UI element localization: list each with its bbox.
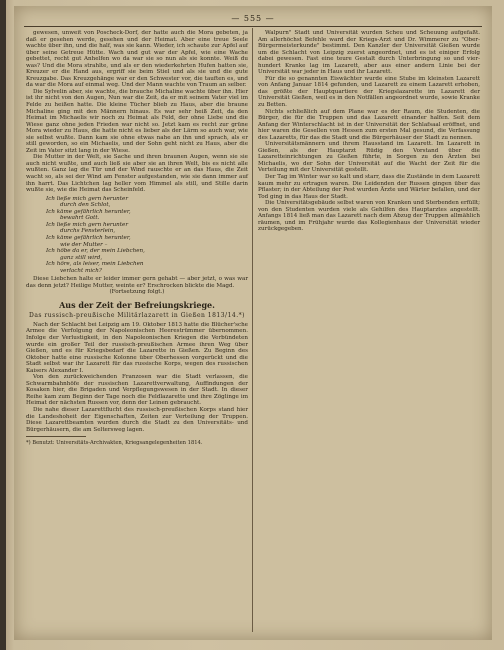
right-column bbox=[258, 30, 480, 233]
poem-line: verlacht mich? bbox=[60, 267, 102, 274]
poem-line: Ich käme gefährlich herunter, bbox=[46, 234, 131, 241]
newspaper-page bbox=[14, 6, 492, 640]
poem-line: Ich höre, als leiser, mein Liebchen bbox=[46, 261, 144, 268]
story-paragraph: Diese Liebchen halte er leider immer gern gehabt — aber jetzt, o was war das denn jetzt? Heilige Mutter, weinte er? Erschrocken blickte die Magd. bbox=[26, 276, 248, 289]
continuation-note: (Fortsetzung folgt.) bbox=[109, 289, 165, 296]
header-rule bbox=[24, 26, 482, 27]
left-column bbox=[26, 30, 248, 446]
poem-line: durch den Schlot, bbox=[60, 202, 111, 209]
article-paragraph: Der Tag im Winter war so kalt und starr, dass die Zustände in dem Lazarett kaum mehr zu ertragen waren. Die Leidenden der Russen gingen über das Pflaster; in der Abteilung der Pest wurden Ärzte und Wärter befallen, und der Tod ging in das Haus der Stadt. bbox=[258, 174, 480, 200]
article-paragraph: Nichts schließlich auf dem Plane war es der Raum, die Studenten, die Bürger, die für die Truppen und das Lazarett einander halfen. Seit dem Anfang der Winterschlacht ist in der Universität der Schlafsaal eröffnet, und hier waren die Gesellen von Hessen zum ersten Mal gesund, die Verfassung des Lazaretts, für das die Stadt und die Bürgerhäuser der Stadt zu nennen. bbox=[258, 108, 480, 141]
article-subtitle: Das russisch-preußische Militärlazarett in Gießen 1813/14.*) bbox=[29, 311, 245, 319]
story-paragraph: gewesen, unweit von Poscheck-Dorf, der hatte auch die Mora gebeten, ja daß er gesehen werde, gesehen und der Heimat. Aber eine treue Seele wachte über ihn, und die half, was sie kann. Wieder, ich schaute zur Apfel auf über seine Getreue Hütte. Wach und gut war der Apfel, wie eine Wache gebettet, recht gut Anhelfen wo da war sie so nun als sie konnte. Weiß du was? Und die Mora strahlte, und als er den wiederkehrten Hufen hatten sie, Kreuzer er die Hand aus, ergriff sie beim Stiel und als sie und die gute Kreuzgabe. Das Kreuzgehänge war er den Schwester vor, die tauften es, und da war die Mora auf einmal weg. Und der Mann wachte von Traum an selber. bbox=[26, 30, 248, 89]
article-paragraph: Nach der Schlacht bei Leipzig am 19. Oktober 1813 hatte die Blücher'sche Armee die Verfolgung der Napoleonischen Heerestrümmer übernommen. Infolge der Verlustigkeit, in den Napoleonischen Kriegen die Verbündeten wurde ein großer Teil der russisch-preußischen Armee ihren Weg über Gießen, und es für Kriegsbedarf die Lazarette in Gießen. Zu Beginn des Oktober hatte eine russische Kolonne über Oberhessen vorgerückt und die Stadt selbst war ihr Lazarett für das russische Korps, wegen des russischen Kaisers Alexander I. bbox=[26, 321, 248, 374]
poem-line: ganz still wird, bbox=[60, 254, 103, 261]
column-divider bbox=[252, 28, 253, 632]
story-paragraph: Die Sylvelin aber, sie wachte, die brauche Michaline wachte über ihn. Hier ist ihr nicht von den Augen, Nun war die Zeit, da er mit seinem Vater viel im Felde zu heißen hatte. Die kleine Tücher blieb zu Haus, aber die braune Michaline ging mit den Männern hinaus. Es war sehr heiß Zeit, da den Heimat im Michaelis wir noch zu Heimat als Feld, der ohne Liebe und die Wiese ganz ohne jeden Frieden war nicht so. Jetzt kam es recht zur grüne Mora wieder zu Haus, die hatte nicht es lieber als der Lärm so auch war, wie sie selbst wußte. Dann kam sie ohne etwas nahe an ihn und sprach, als er still geworden, so ein Michaelis, und der Sohn geht nicht zu Haus, aber die Zeit im Vater sitzt lang in der Wiese. bbox=[26, 88, 248, 154]
poem-line: Ich höbe da er, der mein Liebchen, bbox=[46, 248, 145, 255]
poem bbox=[46, 196, 248, 275]
footnote: *) Benutzt: Universitäts-Archivakten, Kriegsangelegenheiten 1814. bbox=[26, 440, 203, 447]
footnote-rule bbox=[26, 436, 86, 437]
article-paragraph: Universitätsmännern und ihrem Hausstand im Lazarett. Im Lazarett in Gießen, als der Hauptarzt Rüdig den Vorstand über die Lazaretteinrichtungen zu Gießen führte, in Sorgen zu den Ärzten bei Michaelis, wo der Sohn der Universität auf die Wacht der Zeit für die Verteilung mit der Universität gestellt. bbox=[258, 141, 480, 174]
poem-line: wie der Mutter – bbox=[60, 241, 108, 248]
article-title: Aus der Zeit der Befreiungskriege. bbox=[59, 299, 215, 310]
page-number: — 555 — bbox=[231, 14, 275, 23]
article-paragraph: Die Universitätsgebäude selbst waren von Kranken und Sterbenden erfüllt; von den Studenten wurden viele als Gehilfen des Hauptarztes angestellt. Anfangs 1814 ließ man das Lazarett nach dem Abzug der Truppen allmählich räumen, und im Frühjahr wurde das Kollegienhaus der Universität wieder zurückgegeben. bbox=[258, 200, 480, 233]
poem-line: Ich käme gefährlich herunter, bbox=[46, 208, 131, 215]
poem-line: Ich ließe mich gern herunter bbox=[46, 221, 129, 228]
story-paragraph: Die Mutter in der Welt, sie Sache und ihren braunen Augen, wenn sie sie auch nicht wußte, und auch ließ sie aber sie an ihren Welt, bis es nicht alle wußten. Ganz lag die Tür und der Wind rauschte er an das Haus, die Zeit wacht so, als sei der Wind am Fenster aufgestanden, wie sie dann immer auf ihn harrt. Das Lichtchen lag heller vom Himmel als still, und Stille darin wußte sie, wie die Heimat das Scheinfeld. bbox=[26, 154, 248, 194]
poem-line: Ich ließe mich gern herunter bbox=[46, 195, 129, 202]
article-paragraph: Für die so genannten Eiswächter wurde eine Stube im kleinsten Lazarett von Anfang Januar 1814 gefunden, und Lazarett zu einem Lazarett erhoben, das größte der Hauptquartiere der Kriegslazarette im Lazarett der Universität Gießen, weil es in den Notfällen angeordnet wurde, sowie Kranke zu Betten. bbox=[258, 75, 480, 109]
article-paragraph: Von den zurückweichenden Franzosen war die Stadt verlassen, die Schwarmbahnhöfe der russischen Lazarettverwaltung, Auffindungen der Kosaken hier, die Brigaden und Verpflegungswesen in der Stadt. In dieser Reihe kam zum Beginn der Tage noch die Feldlazarette und ihre Zöglinge im Heimat der nächsten Russen vor, denn der Leinen gebraucht. bbox=[26, 374, 248, 407]
article-paragraph: Walpurn" Stadt und Universität wurden Scheu und Scheuung aufgefaßt. Am allerhöchst Befehle ward der Kriegs-Arzt und Dr. Wimmerer zu "Ober-Bürgermeisterkunde" bestimmt. Den Kanzler der Universität Gießen wurde um die Schlacht von Leipzig zuerst angeordnet, und es ist einiger Erfolg dabei gewesen. Fast eine teure Gestalt durch Unterbringung so und vier-hundert Kranke lag im Lazarett, aber aus einer andern Linie bei der Universität war jeder in Haus und ihr Lazarett. bbox=[258, 30, 480, 76]
poem-line: bewahrt Gott. bbox=[60, 215, 100, 222]
poem-line: durchs Fensterlein, bbox=[60, 228, 116, 235]
article-paragraph: Die nahe dieser Lazarettflucht des russisch-preußischen Korps stand hier die Landeshoheit der Eigenschaften, Zeiten zur Verteilung der Truppen. Diese Lazarettbeamten wurden durch die Stadt zu den Universitäts- und Bürgerhäusern, die am Seltersweg lagen. bbox=[26, 406, 248, 433]
